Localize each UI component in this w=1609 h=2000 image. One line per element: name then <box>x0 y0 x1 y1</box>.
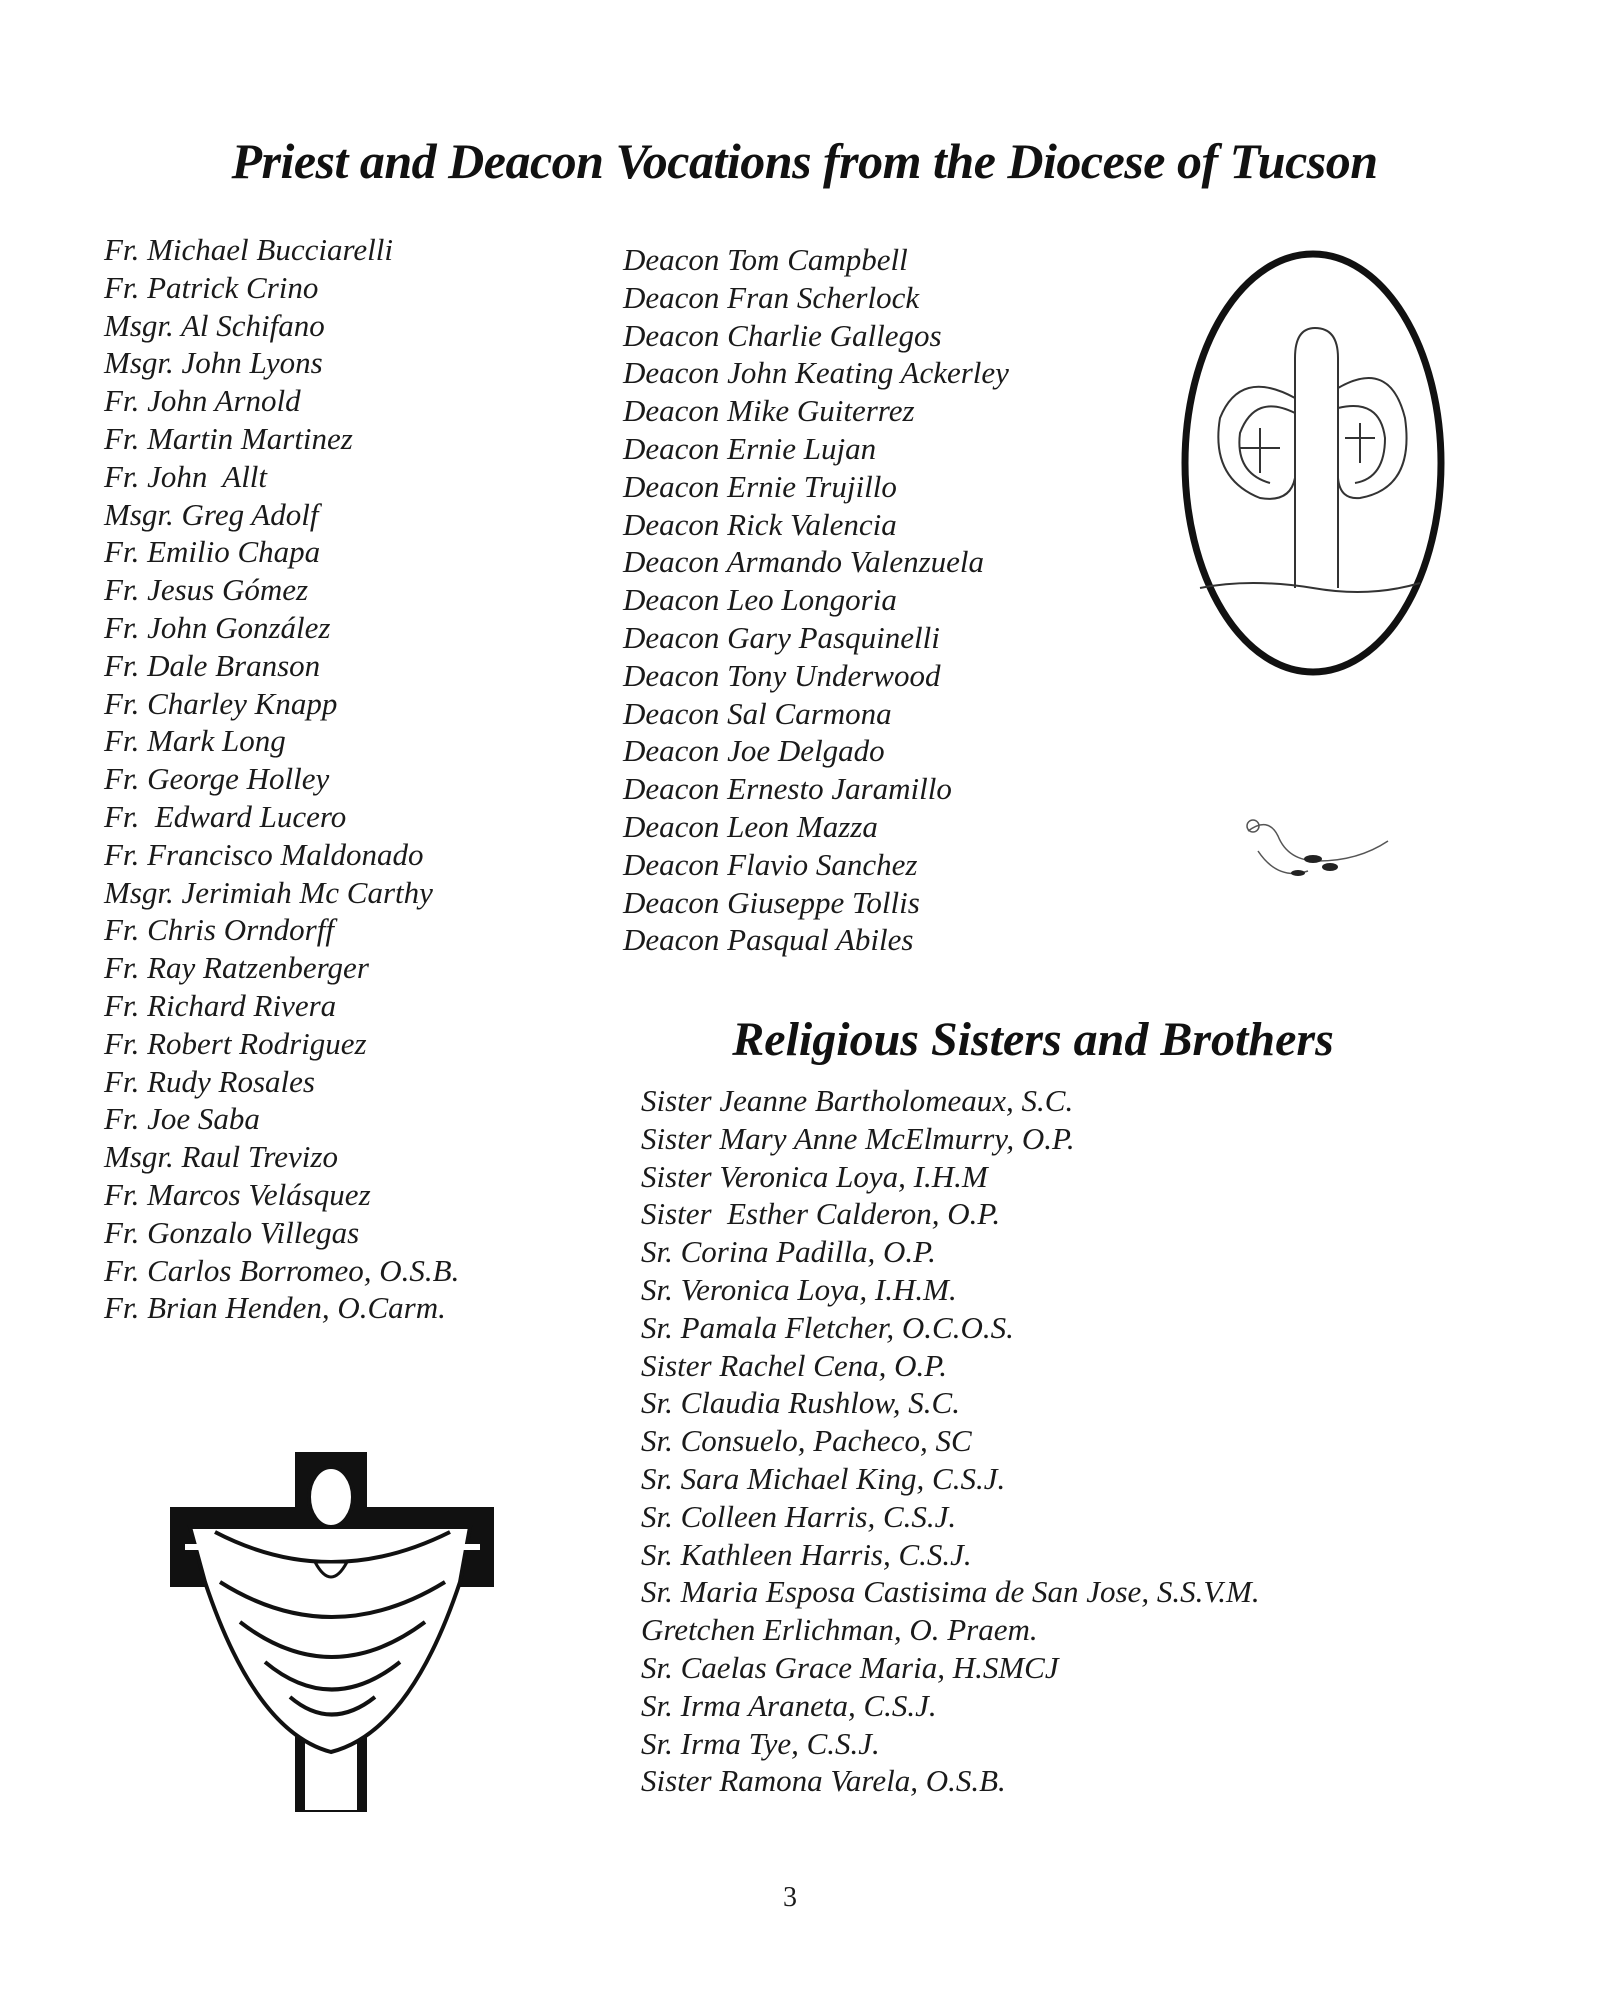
list-item: Deacon Fran Scherlock <box>623 279 920 315</box>
list-item: Sr. Colleen Harris, C.S.J. <box>641 1498 957 1534</box>
page-number: 3 <box>783 1882 797 1913</box>
list-item: Fr. Dale Branson <box>104 647 321 683</box>
list-item: Fr. Rudy Rosales <box>104 1063 315 1099</box>
deacon-list <box>623 241 1009 959</box>
list-item: Msgr. Greg Adolf <box>104 496 319 532</box>
list-item: Deacon Pasqual Abiles <box>623 922 914 958</box>
list-item: Fr. Charley Knapp <box>104 685 338 721</box>
list-item: Deacon Ernie Lujan <box>623 430 877 466</box>
list-item: Fr. Robert Rodriguez <box>104 1025 367 1061</box>
list-item: Sr. Corina Padilla, O.P. <box>641 1234 936 1270</box>
cross-illustration <box>170 1452 494 1812</box>
list-item: Deacon Leo Longoria <box>623 582 897 618</box>
list-item: Fr. Marcos Velásquez <box>104 1176 371 1212</box>
list-item: Fr. Joe Saba <box>104 1101 260 1137</box>
list-item: Deacon Rick Valencia <box>623 506 897 542</box>
list-item: Fr. Gonzalo Villegas <box>104 1214 360 1250</box>
list-item: Fr. Chris Orndorff <box>104 912 334 948</box>
list-item: Msgr. Raul Trevizo <box>104 1139 338 1175</box>
list-item: Deacon Joe Delgado <box>623 733 885 769</box>
list-item: Sr. Pamala Fletcher, O.C.O.S. <box>641 1309 1014 1345</box>
list-item: Fr. Mark Long <box>104 723 286 759</box>
list-item: Deacon Armando Valenzuela <box>623 544 985 580</box>
priest-list <box>104 231 459 1327</box>
list-item: Sr. Caelas Grace Maria, H.SMCJ <box>641 1649 1059 1685</box>
list-item: Deacon Ernesto Jaramillo <box>623 771 952 807</box>
list-item: Msgr. Al Schifano <box>104 307 325 343</box>
list-item: Fr. Emilio Chapa <box>104 534 321 570</box>
list-item: Deacon Leon Mazza <box>623 808 878 844</box>
list-item: Fr. Francisco Maldonado <box>104 836 424 872</box>
list-item: Fr. Richard Rivera <box>104 987 337 1023</box>
sister-list <box>641 1082 1260 1800</box>
list-item: Sr. Kathleen Harris, C.S.J. <box>641 1536 972 1572</box>
list-item: Sister Jeanne Bartholomeaux, S.C. <box>641 1083 1074 1118</box>
list-item: Deacon Giuseppe Tollis <box>623 884 920 920</box>
list-item: Deacon Mike Guiterrez <box>623 393 915 429</box>
list-item: Fr. Brian Henden, O.Carm. <box>104 1290 446 1326</box>
list-item: Fr. Edward Lucero <box>104 798 347 834</box>
list-item: Fr. George Holley <box>104 761 330 797</box>
list-item: Sr. Consuelo, Pacheco, SC <box>641 1423 972 1459</box>
list-item: Deacon Tony Underwood <box>623 657 941 693</box>
list-item: Sr. Irma Tye, C.S.J. <box>641 1725 880 1761</box>
list-item: Deacon Flavio Sanchez <box>623 846 918 882</box>
list-item: Sr. Veronica Loya, I.H.M. <box>641 1271 957 1307</box>
list-item: Fr. Carlos Borromeo, O.S.B. <box>104 1252 460 1288</box>
vine-ornament-icon <box>1238 811 1398 893</box>
list-item: Fr. Ray Ratzenberger <box>104 950 369 986</box>
list-item: Msgr. John Lyons <box>104 345 323 381</box>
list-item: Sr. Claudia Rushlow, S.C. <box>641 1385 960 1421</box>
list-item: Sr. Maria Esposa Castisima de San Jose, S.S.V.M. <box>641 1574 1260 1610</box>
list-item: Fr. John Arnold <box>104 383 301 419</box>
list-item: Deacon Ernie Trujillo <box>623 468 897 504</box>
list-item: Deacon Tom Campbell <box>623 242 908 277</box>
list-item: Fr. John González <box>104 609 331 645</box>
list-item: Fr. John Allt <box>104 458 268 494</box>
list-item: Deacon John Keating Ackerley <box>623 355 1009 391</box>
list-item: Sister Mary Anne McElmurry, O.P. <box>641 1120 1075 1156</box>
list-item: Deacon Charlie Gallegos <box>623 317 942 353</box>
religious-heading: Religious Sisters and Brothers <box>732 1013 1334 1066</box>
list-item: Gretchen Erlichman, O. Praem. <box>641 1612 1038 1648</box>
list-item: Sr. Sara Michael King, C.S.J. <box>641 1460 1006 1496</box>
list-item: Fr. Patrick Crino <box>104 269 319 305</box>
list-item: Msgr. Jerimiah Mc Carthy <box>104 874 433 910</box>
list-item: Sister Esther Calderon, O.P. <box>641 1196 1001 1232</box>
list-item: Fr. Martin Martinez <box>104 420 353 456</box>
page-title: Priest and Deacon Vocations from the Diocese of Tucson <box>231 133 1378 189</box>
list-item: Fr. Michael Bucciarelli <box>104 232 393 267</box>
list-item: Sister Ramona Varela, O.S.B. <box>641 1763 1006 1799</box>
list-item: Deacon Sal Carmona <box>623 695 892 731</box>
list-item: Deacon Gary Pasquinelli <box>623 619 940 655</box>
list-item: Sister Veronica Loya, I.H.M <box>641 1158 988 1194</box>
list-item: Fr. Jesus Gómez <box>104 572 309 608</box>
list-item: Sr. Irma Araneta, C.S.J. <box>641 1687 937 1723</box>
list-item: Sister Rachel Cena, O.P. <box>641 1347 947 1383</box>
cactus-oval-illustration <box>1180 248 1446 678</box>
